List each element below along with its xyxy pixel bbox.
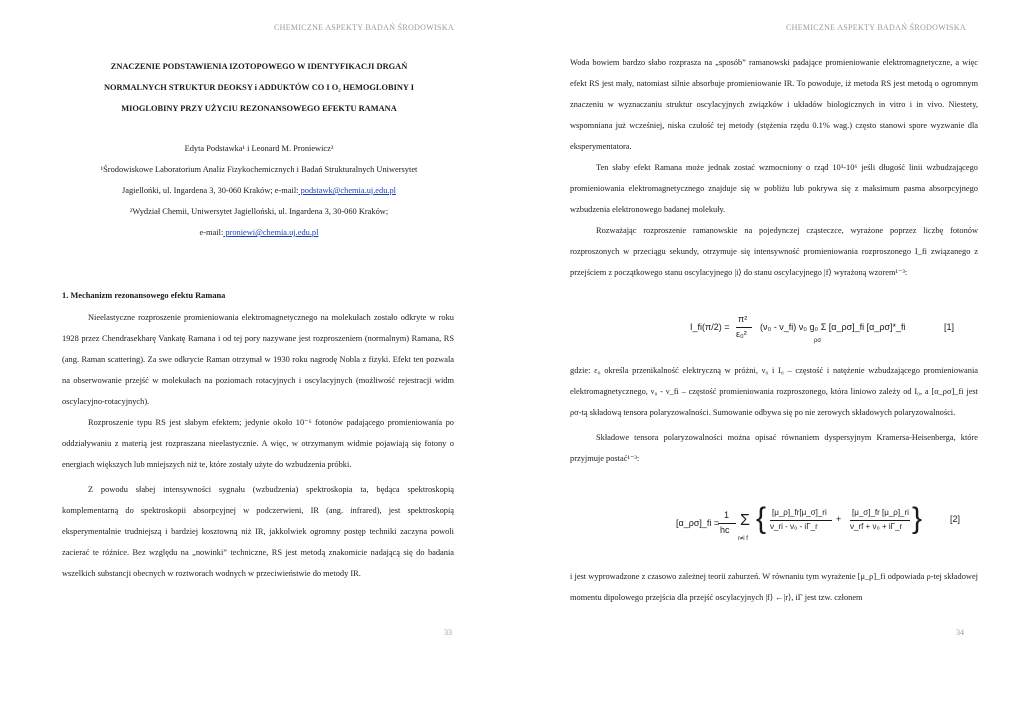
- right-body-bottom: [570, 566, 978, 608]
- eq1-numerator: π²: [738, 314, 748, 324]
- title-line-2: NORMALNYCH STRUKTUR DEOKSY i ADDUKTÓW CO I O₂ HEMOGLOBINY I: [103, 83, 414, 92]
- page-number: 34: [956, 628, 964, 637]
- eq2-sum-symbol: Σ: [740, 512, 750, 529]
- eq2-fraction-denominator: hc: [720, 525, 730, 535]
- page-number: 33: [444, 628, 452, 637]
- paragraph: Z powodu słabej intensywności sygnału (wzbudzenia) spektroskopia ta, będąca spektroskopią komplementarną do spektroskopii absorpcyjnej w podczerwieni, IR (ang. infrared), jest spektroskopią eksperymentalnie trudniejszą i bardziej kosztowną niż IR, jakkolwiek ogromny postęp techniki zaczyna powoli zacierać te różnice. Bez względu na „nowinki” techniczne, RS jest metodą znakomicie nadającą się do badania wszelkich substancji obecnych w roztworach wodnych w przeciwieństwie do metody IR.: [62, 485, 454, 578]
- paragraph: Woda bowiem bardzo słabo rozprasza na „sposób” ramanowski padające promieniowanie elektromagnetyczne, a więc efekt RS jest mały, natomiast silnie absorbuje promieniowanie IR. To powoduje, iż metoda RS jest metodą o ogromnym znaczeniu w wyznaczaniu struktur oscylacyjnych związków i układów biologicznych in vitro i in vivo. Niestety, wspomniana już wcześniej, niska czułość tej metody (stężenia rzędu 0.1% wag.) często stanowi spore wyzwanie dla eksperymentatora.: [570, 58, 978, 151]
- paragraph: Nieelastyczne rozproszenie promieniowania elektromagnetycznego na molekułach zostało odkryte w roku 1928 przez Chendrasekharę Vankatę Ramana i od tej pory nazywane jest rozproszeniem (normalnym) Ramana, RS (ang. Raman scattering). Za swe odkrycie Raman otrzymał w 1930 roku nagrodę Nobla z fizyki. Efekt ten pozwala na obserwowanie przejść w molekułach na poziomach rotacyjnych i oscylacyjnych (możliwość rejestracji widm oscylacyjno-rotacyjnych).: [62, 313, 454, 406]
- authors: Edyta Podstawka¹ i Leonard M. Proniewicz²: [184, 144, 334, 153]
- eq2-fraction-bar: [718, 523, 736, 524]
- eq2-lhs: [α_ρσ]_fi =: [676, 518, 720, 528]
- right-body-middle: [570, 360, 978, 469]
- article-title: [62, 56, 456, 119]
- affiliation-1b-text: Jagiellońki, ul. Ingardena 3, 30-060 Kraków; e-mail:: [121, 186, 299, 195]
- paragraph: Składowe tensora polaryzowalności można opisać równaniem dyspersyjnym Kramersa-Heisenberga, które przyjmuje postać¹⁻³:: [570, 433, 978, 463]
- email-link-2[interactable]: proniewi@chemia.uj.edu.pl: [223, 228, 319, 237]
- email-link-1[interactable]: podstawk@chemia.uj.edu.pl: [298, 186, 397, 195]
- eq2-term1-numerator: [μ_ρ]_fr[μ_σ]_ri: [772, 508, 827, 517]
- paragraph: Rozważając rozproszenie ramanowskie na pojedynczej cząsteczce, wyrażone poprzez liczbę fotonów rozproszonych w przeciągu sekundy, otrzymuje się intensywność promieniowania rozproszonego I_fi związanego z przejściem z początkowego stanu oscylacyjnego |i⟩ do stanu oscylacyjnego |f⟩ wyrażoną wzorem¹⁻³:: [570, 226, 978, 277]
- eq2-sum-index: r≠i f: [738, 536, 748, 542]
- eq2-term2-numerator: [μ_σ]_fr [μ_ρ]_ri: [852, 508, 909, 517]
- eq1-lhs: I_fi(π/2) =: [690, 322, 730, 332]
- eq2-left-brace: {: [756, 502, 767, 535]
- eq2-fraction-numerator: 1: [724, 510, 730, 520]
- eq1-rhs: (ν₀ - ν_fi) ν₀ g₀ Σ [α_ρσ]_fi [α_ρσ]*_fi: [760, 322, 906, 332]
- paragraph: Rozproszenie typu RS jest słabym efektem; jedynie około 10⁻⁶ fotonów padającego promieniowania po oddziaływaniu z materią jest rozpraszana nieelastycznie. A więc, w otrzymanym widmie pojawiają się fotony o energiach większych lub mniejszych niż te, które zostały użyte do wzbudzenia próbki.: [62, 418, 454, 469]
- eq1-sum-index: ρσ: [814, 338, 822, 344]
- right-body-top: [570, 52, 978, 283]
- left-body: [62, 307, 454, 584]
- paragraph: gdzie: ε₀ określa przenikalność elektryczną w próżni, ν₀ i I₀ – częstość i natężenie wzbudzającego promieniowania elektromagnetycznego, ν₀ - ν_fi – częstość promieniowania rozproszonego, która liniowo zależy od I₀, a [α_ρσ]_fi jest ρσ-tą składową tensora polaryzowalności. Sumowanie odbywa się po nie zerowych składowych polaryzowalności.: [570, 366, 978, 417]
- paragraph: Ten słaby efekt Ramana może jednak zostać wzmocniony o rząd 10³-10⁶ jeśli długość linii wzbudzającego promieniowania elektromagnetycznego znajduje się w pobliżu lub pokrywa się z maksimum pasma absorpcyjnego wzbudzenia elektronowego badanej molekuły.: [570, 163, 978, 214]
- eq2-term1-denominator: ν_ri - ν₀ - iΓ_r: [770, 522, 818, 531]
- author-block: [62, 138, 456, 243]
- title-line-3: MIOGLOBINY PRZY UŻYCIU REZONANSOWEGO EFEKTU RAMANA: [121, 104, 397, 113]
- section-heading: 1. Mechanizm rezonansowego efektu Ramana: [62, 291, 226, 300]
- equation-1-number: [1]: [944, 322, 955, 332]
- eq1-denominator: ε₀²: [736, 329, 747, 339]
- eq2-plus: +: [836, 514, 842, 524]
- eq2-right-brace: }: [912, 502, 923, 535]
- eq2-term2-denominator: ν_rf + ν₀ + iΓ_r: [850, 522, 903, 531]
- running-header: CHEMICZNE ASPEKTY BADAŃ ŚRODOWISKA: [274, 23, 454, 32]
- affiliation-2: ²Wydział Chemii, Uniwersytet Jagielloński, ul. Ingardena 3, 30-060 Kraków;: [129, 207, 389, 216]
- equation-2-number: [2]: [950, 514, 961, 524]
- affiliation-1a: ¹Środowiskowe Laboratorium Analiz Fizykochemicznych i Badań Strukturalnych Uniwersytet: [100, 165, 418, 174]
- eq1-fraction-bar: [736, 327, 752, 328]
- running-header: CHEMICZNE ASPEKTY BADAŃ ŚRODOWISKA: [786, 23, 966, 32]
- eq2-term2-bar: [850, 520, 910, 521]
- title-line-1: ZNACZENIE PODSTAWIENIA IZOTOPOWEGO W IDENTYFIKACJI DRGAŃ: [110, 62, 408, 71]
- paragraph: i jest wyprowadzone z czasowo zależnej teorii zaburzeń. W równaniu tym wyrażenie [μ_ρ]_fi odpowiada ρ-tej składowej momentu dipolowego przejścia dla przejść oscylacyjnych |f⟩ ←|r⟩, iΓ jest tzw. członem: [570, 572, 978, 602]
- affiliation-1b: [62, 180, 456, 201]
- email-label: e-mail:: [199, 228, 224, 237]
- affiliation-2-email: [62, 222, 456, 243]
- right-page: [512, 0, 1024, 724]
- eq2-term1-bar: [770, 520, 832, 521]
